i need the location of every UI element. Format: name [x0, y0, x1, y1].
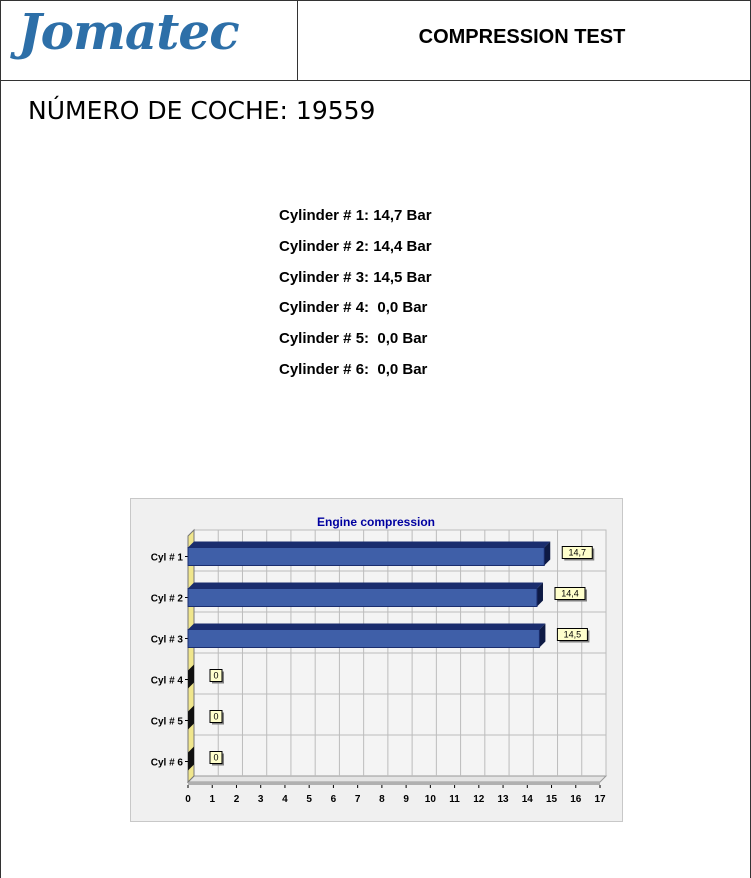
cylinder-reading-2: Cylinder # 2: 14,4 Bar	[279, 237, 432, 255]
cylinder-list	[279, 206, 432, 391]
bar-top	[188, 624, 545, 630]
page-title: COMPRESSION TEST	[418, 26, 626, 48]
cylinder-reading-6: Cylinder # 6: 0,0 Bar	[279, 360, 428, 378]
x-tick-label: 11	[449, 794, 460, 805]
category-label: Cyl # 2	[150, 593, 183, 605]
engine-compression-chart	[130, 498, 623, 822]
category-label: Cyl # 3	[150, 634, 183, 646]
x-tick-label: 13	[497, 794, 509, 805]
y-axis-wall	[188, 530, 194, 782]
cylinder-reading-3: Cylinder # 3: 14,5 Bar	[279, 268, 432, 286]
x-tick-label: 8	[379, 794, 385, 805]
value-label: 14,7	[568, 547, 587, 558]
jomatec-logo: Jomatec	[18, 2, 239, 61]
bar	[188, 548, 544, 566]
chart-title: Engine compression	[316, 515, 436, 529]
bar	[188, 630, 539, 648]
cylinder-reading-5: Cylinder # 5: 0,0 Bar	[279, 330, 428, 348]
header	[0, 0, 751, 81]
value-label: 0	[213, 711, 219, 722]
x-tick-label: 4	[282, 794, 288, 805]
cylinder-reading-1: Cylinder # 1: 14,7 Bar	[279, 207, 432, 224]
value-label: 14,4	[561, 588, 579, 599]
x-tick-label: 10	[424, 794, 436, 805]
x-tick-label: 15	[545, 794, 558, 805]
x-tick-label: 5	[306, 794, 312, 805]
x-tick-label: 12	[473, 794, 485, 805]
category-label: Cyl # 4	[150, 675, 183, 687]
bar	[188, 589, 537, 607]
cylinder-reading-4: Cylinder # 4: 0,0 Bar	[279, 299, 428, 317]
value-label: 0	[213, 752, 219, 763]
bar-top	[188, 542, 550, 548]
car-number: NÚMERO DE COCHE: 19559	[28, 96, 376, 125]
x-tick-label: 7	[354, 794, 361, 805]
plot-floor-edge	[188, 782, 600, 785]
value-label: 0	[213, 670, 219, 681]
category-label: Cyl # 6	[150, 757, 183, 769]
x-tick-label: 2	[233, 794, 240, 805]
x-tick-label: 16	[570, 794, 582, 805]
logo-cell	[0, 0, 298, 80]
category-label: Cyl # 5	[150, 716, 183, 728]
x-tick-label: 6	[330, 794, 337, 805]
plot-floor	[188, 776, 606, 782]
x-tick-label: 0	[185, 794, 191, 805]
x-tick-label: 3	[257, 794, 264, 805]
x-tick-label: 17	[594, 794, 606, 805]
x-tick-label: 9	[403, 794, 409, 805]
value-label: 14,5	[563, 629, 582, 640]
bar-top	[188, 583, 543, 589]
x-tick-label: 1	[209, 794, 216, 805]
category-label: Cyl # 1	[150, 552, 183, 564]
x-tick-label: 14	[521, 794, 533, 805]
chart-svg	[131, 499, 622, 821]
